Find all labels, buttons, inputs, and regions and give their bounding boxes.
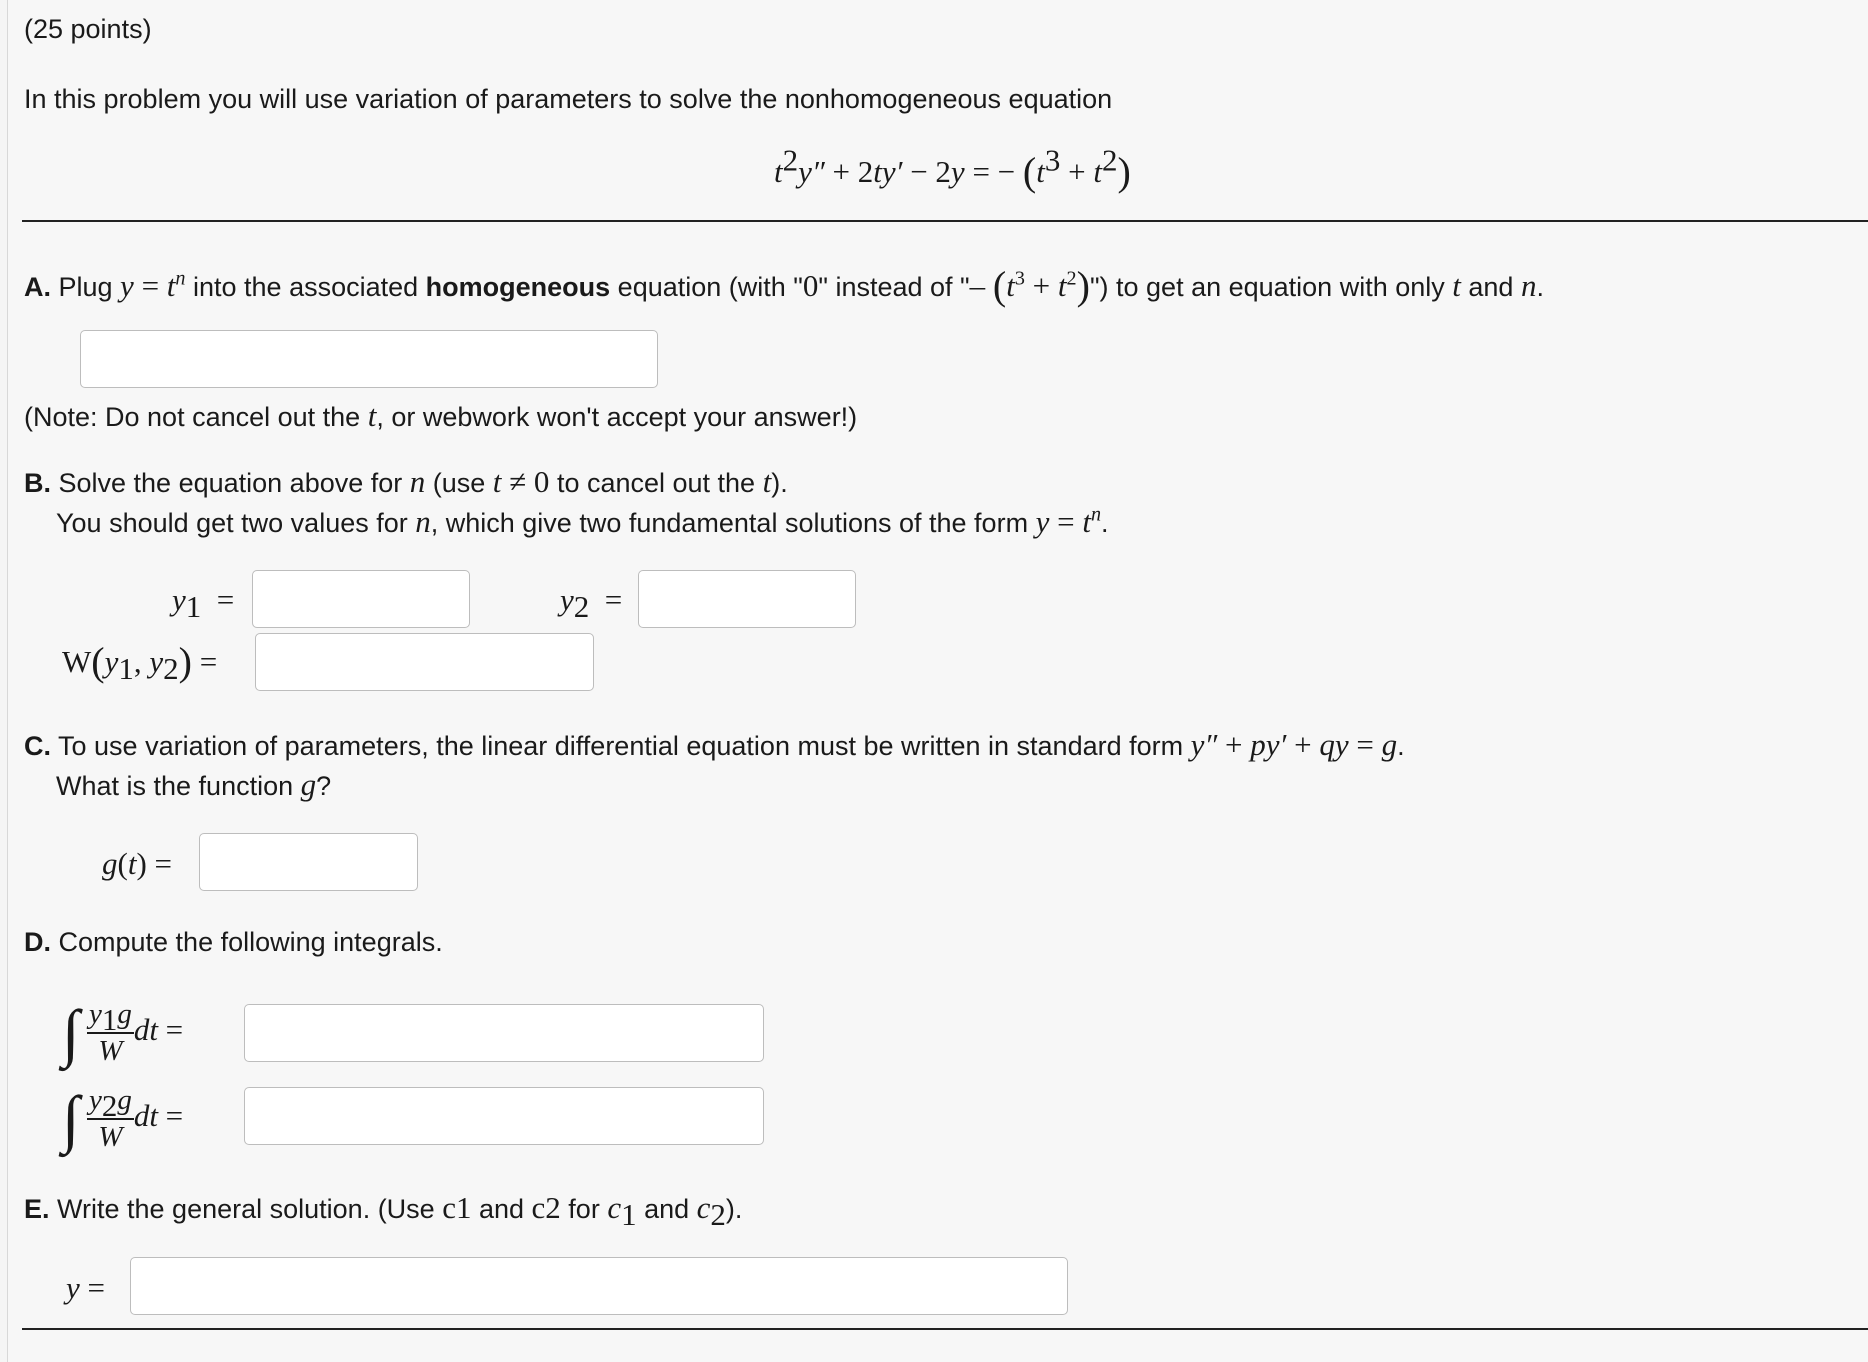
- part-a-note: (Note: Do not cancel out the t, or webwork won't accept your answer!): [24, 398, 858, 433]
- part-e-label: E.: [24, 1194, 50, 1224]
- part-b-line1: B. Solve the equation above for n (use t ≠ 0 to cancel out the t).: [24, 464, 788, 499]
- part-d-label: D.: [24, 927, 51, 957]
- wronskian-input[interactable]: [255, 633, 594, 691]
- y2-label: $y_2$ =: [560, 582, 623, 625]
- intro-text: In this problem you will use variation of parameters to solve the nonhomogeneous equation: [24, 84, 1113, 114]
- points-label: (25 points): [24, 14, 152, 44]
- y2-input[interactable]: [638, 570, 856, 628]
- general-solution-label: y =: [66, 1270, 105, 1305]
- y1-label: $y_1$ =: [172, 582, 235, 625]
- part-b-label: B.: [24, 468, 51, 498]
- part-b-line2: You should get two values for n, which give two fundamental solutions of the form $y = t^n$.: [56, 503, 1109, 539]
- integral-1-input[interactable]: [244, 1004, 764, 1062]
- part-c-line2: What is the function g?: [56, 767, 332, 802]
- integral-1: ∫ $\frac{y_1g}{W}$ dt =: [62, 997, 184, 1068]
- part-e-text: E. Write the general solution. (Use c1 and c2 for $c_1$ and $c_2$).: [24, 1190, 743, 1233]
- part-c-line1: C. To use variation of parameters, the linear differential equation must be written in standard form y″ + py′ + qy = g.: [24, 727, 1405, 762]
- g-input[interactable]: [199, 833, 418, 891]
- part-d-text: D. Compute the following integrals.: [24, 927, 443, 957]
- y1-input[interactable]: [252, 570, 470, 628]
- main-equation: $t^2y'' + 2ty' - 2y$ = − $(t^3 + t^2)$: [774, 142, 1131, 194]
- answer-a-input[interactable]: [80, 330, 658, 388]
- general-solution-input[interactable]: [130, 1257, 1068, 1315]
- part-a-text: A. Plug $y = t^n$ into the associated homogeneous equation (with "0" instead of "– ($t^3$ + $t^2$)") to get an equation with only t and n.: [24, 263, 1544, 308]
- g-label: g(t) =: [102, 846, 173, 881]
- integral-2: ∫ $\frac{y_2g}{W}$ dt =: [62, 1083, 184, 1154]
- divider-bottom: [22, 1328, 1868, 1330]
- wronskian-label: $W(y_1$, $y_2$) =: [62, 639, 218, 687]
- divider-top: [22, 220, 1868, 222]
- part-a-label: A.: [24, 272, 51, 302]
- integral-2-input[interactable]: [244, 1087, 764, 1145]
- part-c-label: C.: [24, 731, 51, 761]
